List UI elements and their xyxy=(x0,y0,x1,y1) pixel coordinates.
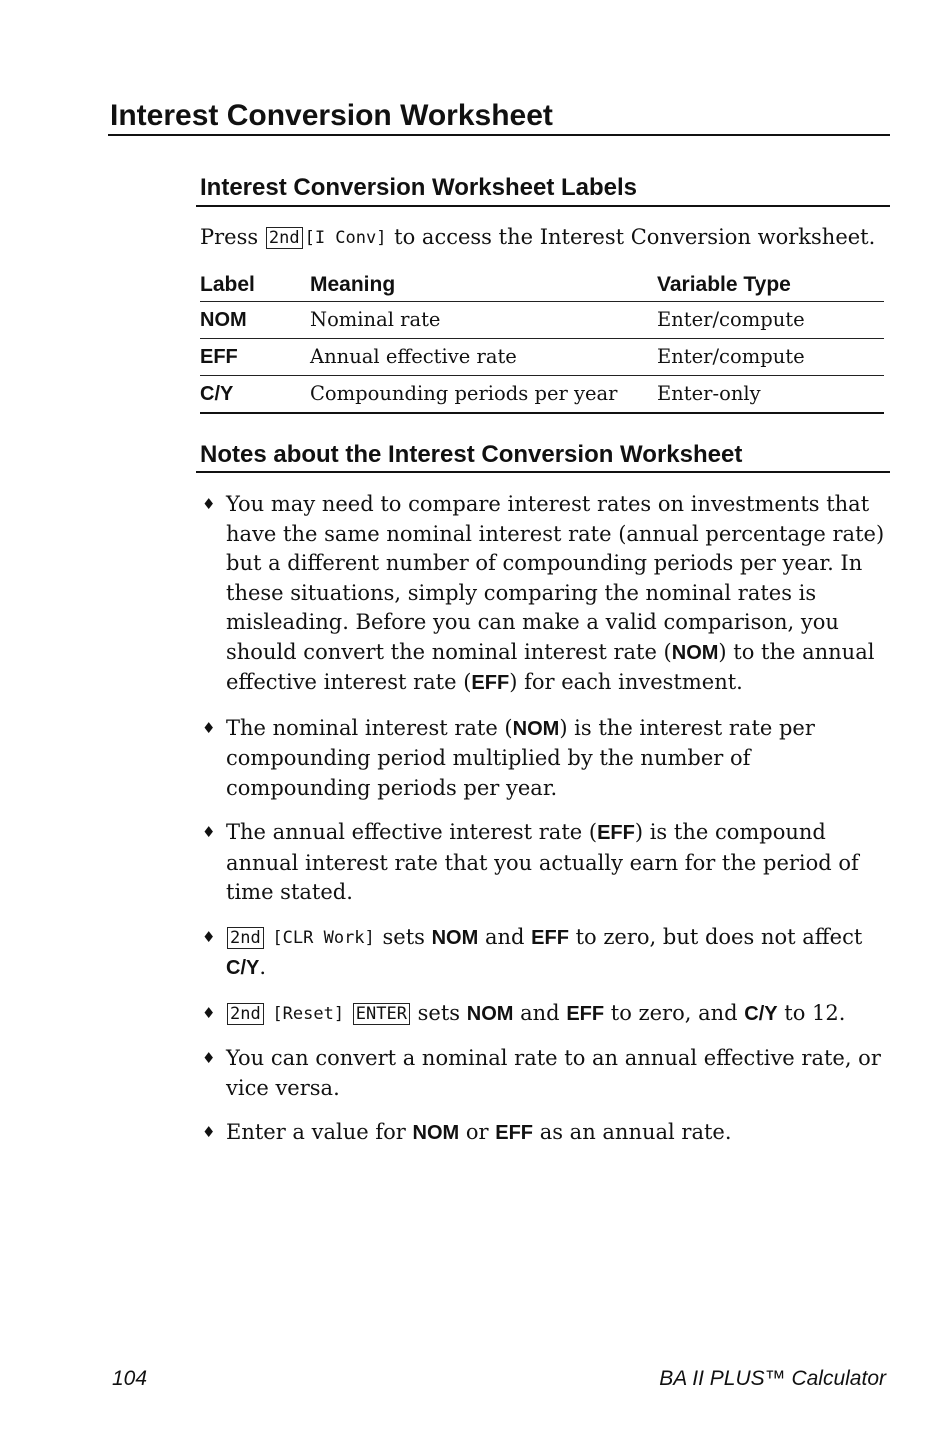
note-text: sets xyxy=(417,1000,461,1025)
note-text: and xyxy=(484,924,525,949)
diamond-bullet-icon: ♦ xyxy=(202,718,216,737)
access-instruction xyxy=(200,223,890,253)
nom-term: NOM xyxy=(512,717,560,740)
eff-term: EFF xyxy=(471,672,510,694)
note-text: or xyxy=(465,1120,489,1144)
note-text: sets xyxy=(382,924,425,949)
table-header-row xyxy=(200,268,884,302)
key-2nd-icon: 2nd xyxy=(266,227,303,249)
row-meaning: Annual effective rate xyxy=(310,345,517,368)
footer-book-title: BA II PLUS™ Calculator xyxy=(659,1367,886,1390)
row-type: Enter/compute xyxy=(657,345,805,368)
note-text: Enter a value for xyxy=(226,1120,406,1144)
table-row xyxy=(200,339,884,376)
note-text: The nominal interest rate ( xyxy=(226,715,513,740)
labels-section-heading: Interest Conversion Worksheet Labels xyxy=(200,174,638,201)
key-iconv-icon: [ I Conv ] xyxy=(305,228,387,248)
note-text: to zero, but does not affect xyxy=(575,924,863,949)
key-enter-icon: ENTER xyxy=(353,1003,410,1025)
note-text: ) to the annual effective interest rate ( xyxy=(226,639,875,694)
labels-section-rule xyxy=(196,205,890,207)
title-rule xyxy=(108,134,890,136)
list-item xyxy=(200,1118,890,1149)
note-text: and xyxy=(520,1000,560,1025)
footer-page-number: 104 xyxy=(112,1367,148,1390)
note-text: to 12. xyxy=(784,1000,846,1025)
list-item xyxy=(200,999,890,1030)
list-item xyxy=(200,1044,890,1103)
note-text: ) is the interest rate per compounding period multiplied by the number of compounding periods per year. xyxy=(226,715,815,800)
notes-section-heading: Notes about the Interest Conversion Worksheet xyxy=(200,441,743,468)
diamond-bullet-icon: ♦ xyxy=(202,1049,216,1067)
table-row xyxy=(200,376,884,414)
list-item xyxy=(200,923,890,984)
page-title: Interest Conversion Worksheet xyxy=(110,99,553,132)
note-text: as an annual rate. xyxy=(539,1120,732,1144)
eff-term: EFF xyxy=(597,822,635,844)
header-label: Label xyxy=(200,273,255,296)
row-meaning: Nominal rate xyxy=(310,308,441,331)
press-rest: to access the Interest Conversion worksheet. xyxy=(394,225,876,249)
list-item xyxy=(200,818,890,908)
nom-term: NOM xyxy=(431,926,479,949)
list-item xyxy=(200,490,890,699)
list-item xyxy=(200,714,890,804)
key-2nd-icon: 2nd xyxy=(227,927,264,949)
note-text: ) for each investment. xyxy=(509,670,743,694)
diamond-bullet-icon: ♦ xyxy=(202,823,216,841)
diamond-bullet-icon: ♦ xyxy=(202,927,216,946)
row-label: NOM xyxy=(200,309,247,331)
note-text: The annual effective interest rate ( xyxy=(226,820,598,844)
table-row xyxy=(200,302,884,339)
notes-section-rule xyxy=(196,471,890,473)
header-variable-type: Variable Type xyxy=(657,273,791,296)
row-type: Enter-only xyxy=(657,382,761,405)
row-label: C/Y xyxy=(200,383,234,405)
key-2nd-icon: 2nd xyxy=(227,1003,264,1025)
key-reset-icon: [ Reset ] xyxy=(272,1004,344,1024)
diamond-bullet-icon: ♦ xyxy=(202,1123,216,1141)
note-text: ) is the compound annual interest rate that you actually earn for the period of time stated. xyxy=(226,820,859,904)
notes-list xyxy=(200,490,890,1164)
press-word: Press xyxy=(200,225,259,249)
nom-term: NOM xyxy=(412,1122,460,1144)
nom-term: NOM xyxy=(671,641,719,664)
row-meaning: Compounding periods per year xyxy=(310,382,618,405)
row-type: Enter/compute xyxy=(657,308,805,331)
header-meaning: Meaning xyxy=(310,273,396,296)
note-text: to zero, and xyxy=(610,1000,738,1025)
nom-term: NOM xyxy=(466,1002,514,1025)
note-text: You can convert a nominal rate to an annual effective rate, or vice versa. xyxy=(226,1046,881,1100)
labels-table xyxy=(200,268,884,414)
eff-term: EFF xyxy=(495,1122,534,1144)
note-text: You may need to compare interest rates on investments that have the same nominal interest rate (annual percentage rate) but a different number of compounding periods per year. In these situations, simply comparing the nominal rates is misleading. Before you can make a valid comparison, you should convert the nominal interest rate ( xyxy=(226,492,885,664)
row-label: EFF xyxy=(200,346,238,368)
eff-term: EFF xyxy=(531,926,569,949)
diamond-bullet-icon: ♦ xyxy=(202,1003,216,1022)
key-clr-work-icon: [ CLR Work ] xyxy=(272,928,374,948)
eff-term: EFF xyxy=(566,1002,605,1025)
cy-term: C/Y xyxy=(226,957,260,979)
diamond-bullet-icon: ♦ xyxy=(202,495,216,513)
note-text: . xyxy=(259,955,267,979)
cy-term: C/Y xyxy=(744,1002,778,1025)
